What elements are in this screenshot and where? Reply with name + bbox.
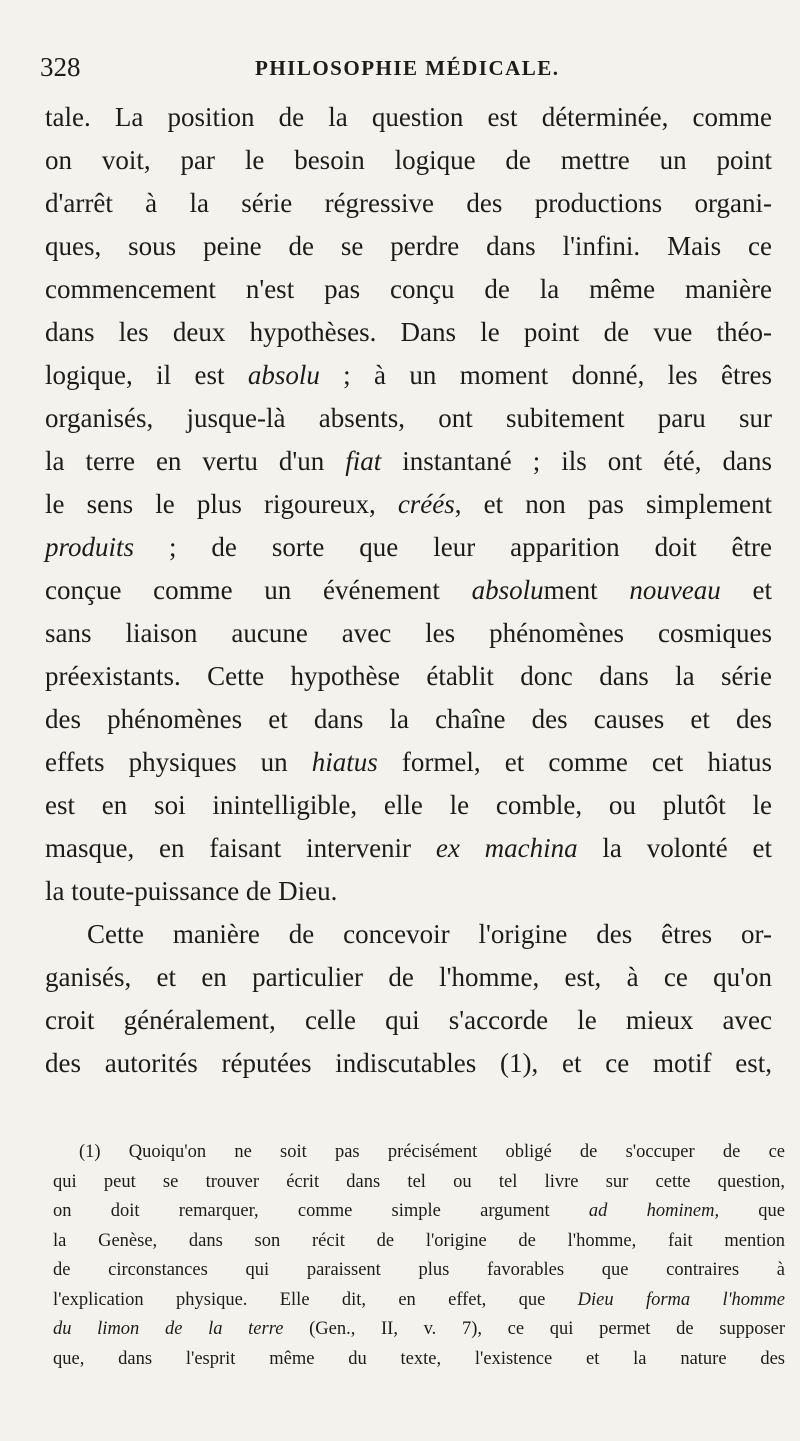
footnote-line: de circonstances qui paraissent plus favorables que contraires à [53,1260,785,1280]
footnote-line: l'explication physique. Elle dit, en effet, que Dieu forma l'homme [53,1289,785,1310]
body-line: conçue comme un événement absolument nouveau et [45,575,772,605]
footnote-line: (1) Quoiqu'on ne soit pas précisément obligé de s'occuper de ce [79,1142,785,1162]
footnote-line: du limon de la terre (Gen., II, v. 7), ce qui permet de supposer [53,1319,786,1339]
page-header [40,48,780,88]
body-line: croit généralement, celle qui s'accorde le mieux avec [45,1005,772,1035]
running-title: PHILOSOPHIE MÉDICALE. [255,56,560,80]
footnote-line: que, dans l'esprit même du texte, l'existence et la nature des [53,1348,785,1369]
body-line: des autorités réputées indiscutables (1), et ce motif est, [45,1048,772,1078]
footnote-line: on doit remarquer, comme simple argument ad hominem, que [53,1201,786,1221]
body-line: dans les deux hypothèses. Dans le point de vue théo- [45,317,772,347]
footnote [53,1138,785,1374]
body-line: commencement n'est pas conçu de la même manière [45,274,772,304]
footnote-line: la Genèse, dans son récit de l'origine de l'homme, fait mention [53,1230,785,1251]
page-number: 328 [40,52,81,82]
body-line: des phénomènes et dans la chaîne des causes et des [45,704,772,734]
body-line: la toute-puissance de Dieu. [45,876,338,906]
body-line: logique, il est absolu ; à un moment donné, les êtres [45,360,773,390]
body-line: masque, en faisant intervenir ex machina la volonté et [45,833,772,863]
body-line: produits ; de sorte que leur apparition doit être [45,532,772,562]
body-line: sans liaison aucune avec les phénomènes cosmiques [45,618,772,648]
body-line: tale. La position de la question est déterminée, comme [45,102,772,132]
body-line: préexistants. Cette hypothèse établit donc dans la série [45,661,772,691]
body-line: ques, sous peine de se perdre dans l'infini. Mais ce [45,231,772,261]
body-text [45,96,772,1085]
body-line: ganisés, et en particulier de l'homme, est, à ce qu'on [45,962,772,992]
body-line: Cette manière de concevoir l'origine des êtres or- [87,919,772,949]
body-line: le sens le plus rigoureux, créés, et non pas simplement [45,489,772,519]
body-line: la terre en vertu d'un fiat instantané ; ils ont été, dans [45,446,773,476]
footnote-line: qui peut se trouver écrit dans tel ou tel livre sur cette question, [53,1171,785,1192]
body-line: organisés, jusque-là absents, ont subitement paru sur [45,403,772,433]
body-line: on voit, par le besoin logique de mettre un point [45,145,772,175]
body-line: effets physiques un hiatus formel, et comme cet hiatus [45,747,772,777]
body-line: d'arrêt à la série régressive des productions organi- [45,188,772,218]
body-line: est en soi inintelligible, elle le comble, ou plutôt le [45,790,772,820]
